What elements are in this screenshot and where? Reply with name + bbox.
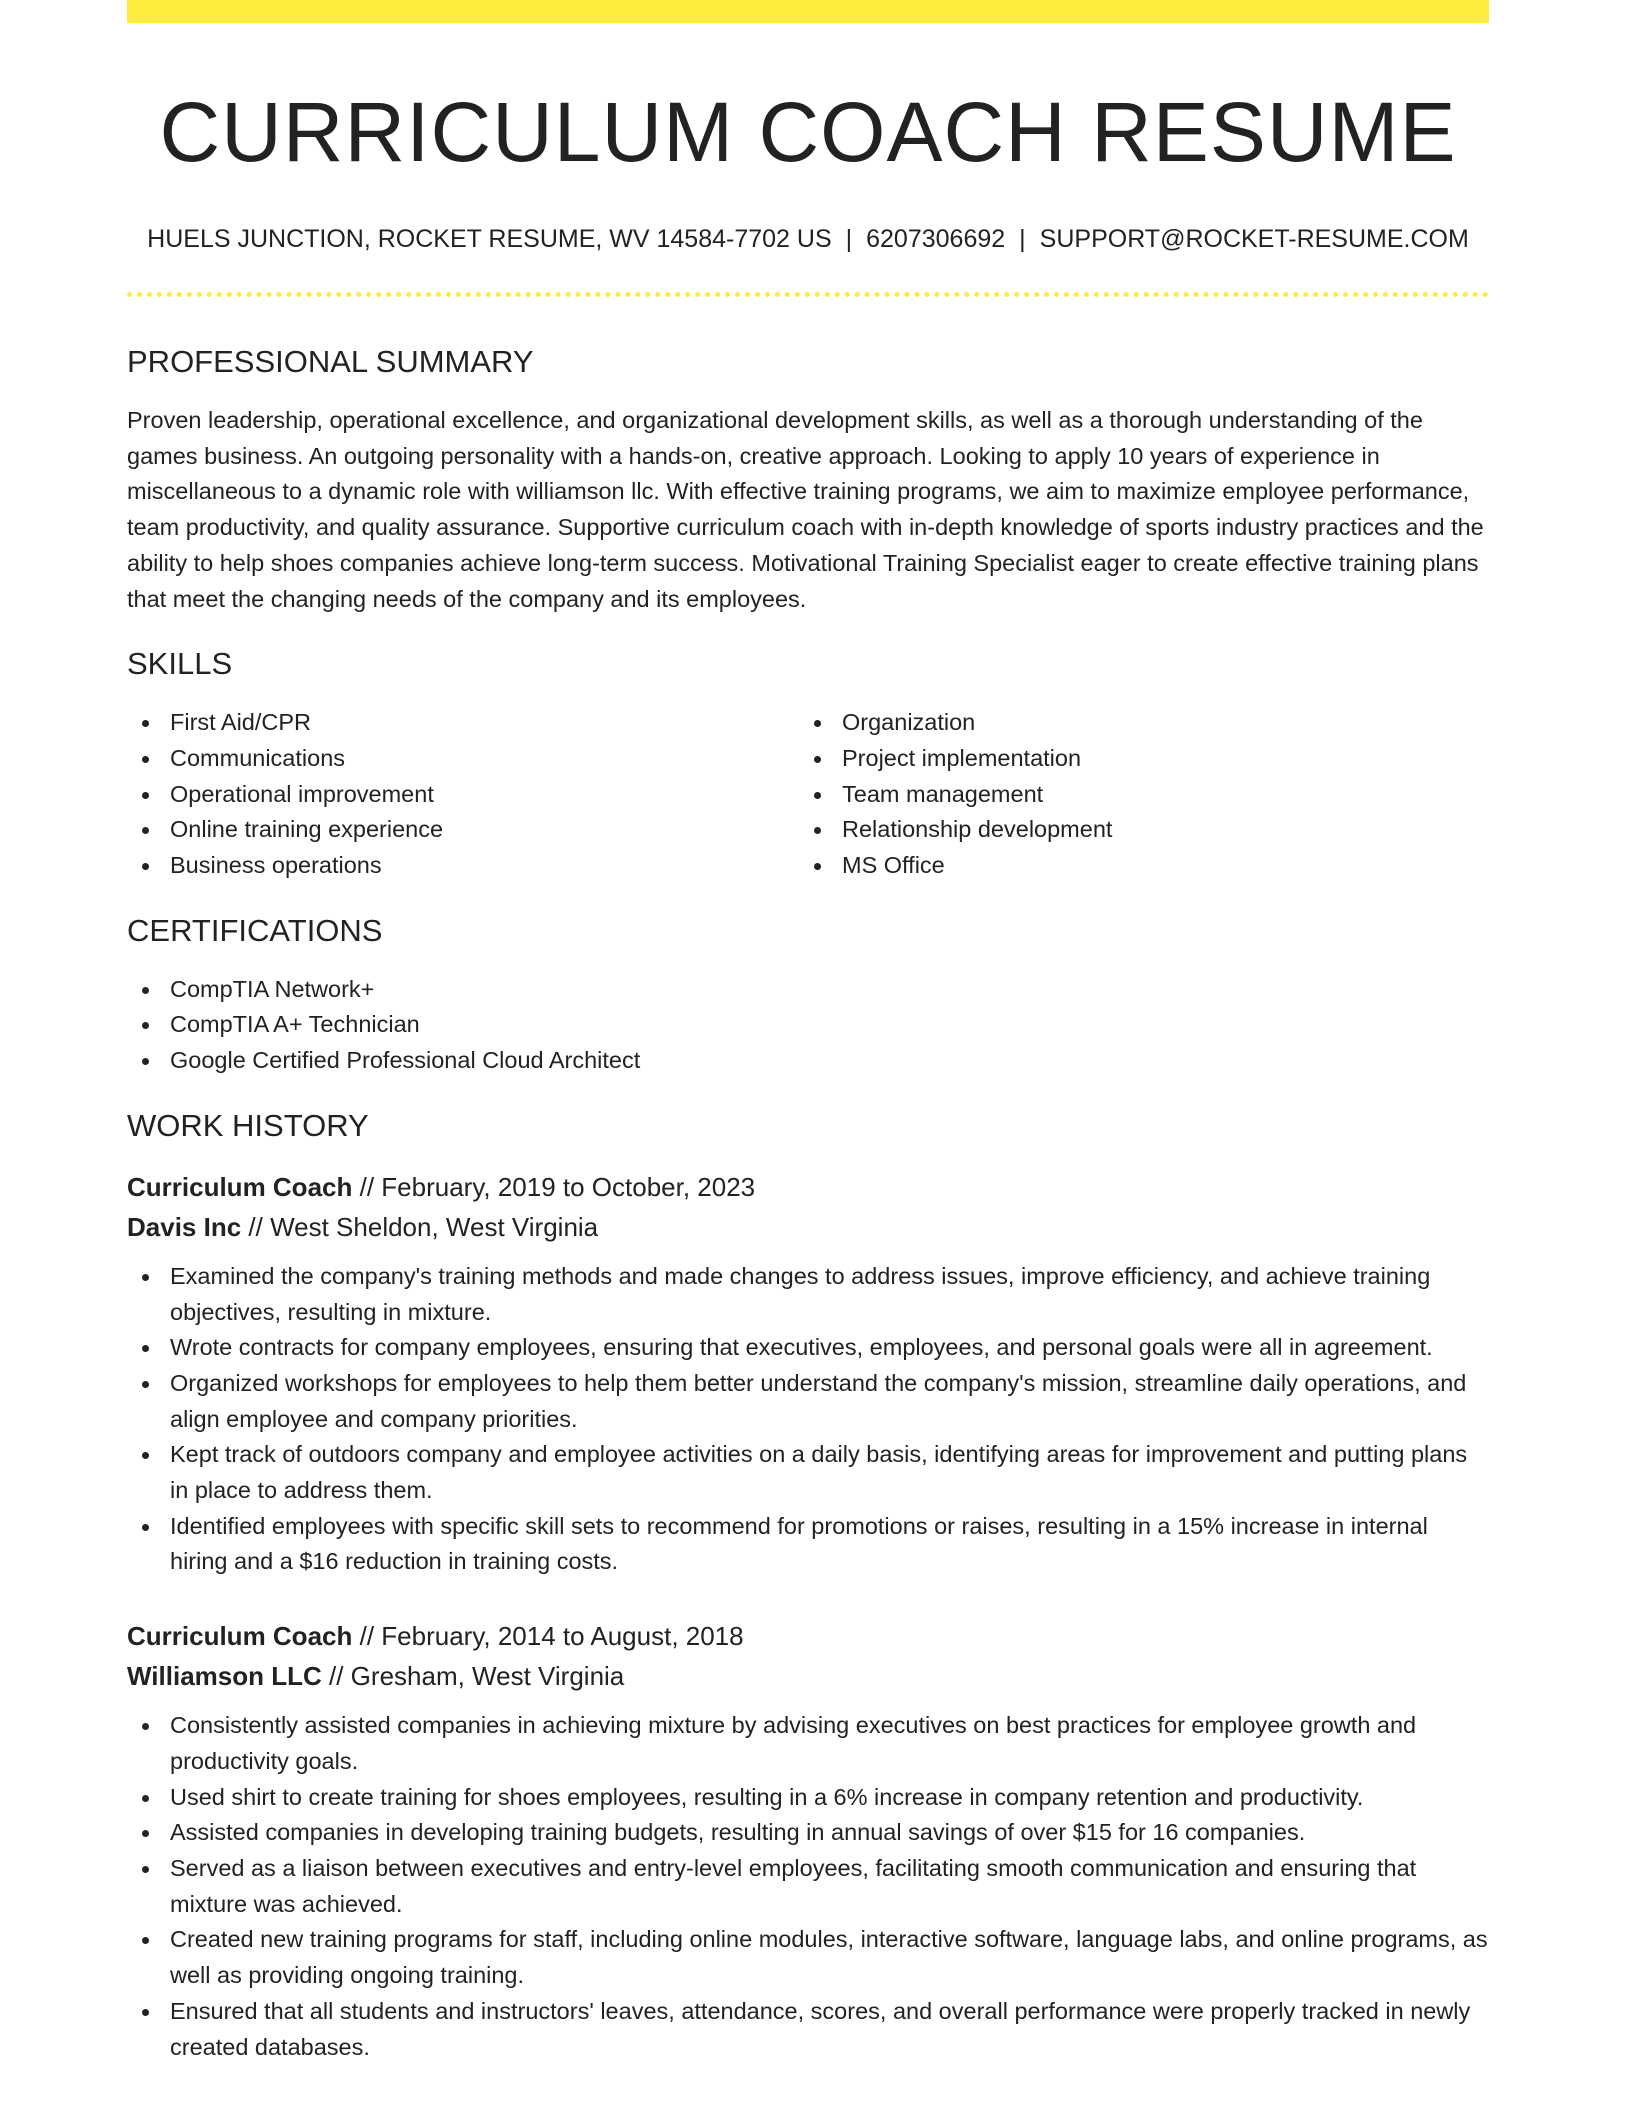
job-bullet: Used shirt to create training for shoes employees, resulting in a 6% increase in company retention and productivity. [127,1780,1489,1816]
resume-content [127,0,1489,2065]
skill-item: Business operations [127,848,799,884]
skill-item: MS Office [799,848,1471,884]
certification-item: Google Certified Professional Cloud Architect [127,1043,1489,1079]
dotted-divider [127,292,1489,297]
skill-item: Team management [799,777,1471,813]
page-title: CURRICULUM COACH RESUME [159,85,1457,179]
job-dates: // February, 2019 to October, 2023 [359,1171,756,1202]
job-bullet-list [127,1259,1489,1580]
address: HUELS JUNCTION, ROCKET RESUME, WV 14584-7702 US [147,225,832,253]
skill-item: Operational improvement [127,777,799,813]
summary-heading: PROFESSIONAL SUMMARY [127,344,534,379]
contact-line [127,224,1489,254]
job-company: Williamson LLC [127,1661,322,1692]
job-dates: // February, 2014 to August, 2018 [359,1621,744,1652]
job-bullet: Organized workshops for employees to help them better understand the company's mission, streamline daily operations, and align employee and company priorities. [127,1366,1489,1437]
job-entry [127,1616,1489,2065]
skill-item: Relationship development [799,812,1471,848]
job-bullet: Assisted companies in developing training budgets, resulting in annual savings of over $15 for 16 companies. [127,1815,1489,1851]
job-entry [127,1167,1489,1580]
skill-item: Project implementation [799,741,1471,777]
job-company: Davis Inc [127,1211,242,1242]
job-bullet: Consistently assisted companies in achieving mixture by advising executives on best practices for employee growth and productivity goals. [127,1708,1489,1779]
job-title-line [127,1616,1489,1656]
job-title-line [127,1167,1489,1207]
summary-text: Proven leadership, operational excellence, and organizational development skills, as well as a thorough understanding of the games business. An outgoing personality with a hands-on, creative approach. Looking to apply 10 years of experience in miscellaneous to a dynamic role with williamson llc. With effective training programs, we aim to maximize employee performance, team productivity, and quality assurance. Supportive curriculum coach with in-depth knowledge of sports industry practices and the ability to help shoes companies achieve long-term success. Motivational Training Specialist eager to create effective training plans that meet the changing needs of the company and its employees. [127,407,1484,612]
job-bullet: Created new training programs for staff, including online modules, interactive software, language labs, and online programs, as well as providing ongoing training. [127,1922,1489,1993]
job-title: Curriculum Coach [127,1171,353,1202]
skills-list-right [799,705,1471,884]
skill-item: Communications [127,741,799,777]
skill-item: Online training experience [127,812,799,848]
job-bullet: Identified employees with specific skill sets to recommend for promotions or raises, resulting in a 15% increase in internal hiring and a $16 reduction in training costs. [127,1509,1489,1580]
skills-heading: SKILLS [127,646,233,682]
email: SUPPORT@ROCKET-RESUME.COM [1039,225,1469,253]
separator: | [845,225,853,253]
certification-item: CompTIA Network+ [127,972,1489,1008]
job-bullet-list [127,1708,1489,2065]
job-title: Curriculum Coach [127,1621,353,1652]
skills-list-left [127,705,799,884]
work-history-heading: WORK HISTORY [127,1107,369,1143]
skills-column-left [127,705,799,884]
certifications-heading: CERTIFICATIONS [127,912,383,948]
job-bullet: Served as a liaison between executives and entry-level employees, facilitating smooth communication and ensuring that mixture was achieved. [127,1851,1489,1922]
skills-column-right [799,705,1471,884]
job-bullet: Kept track of outdoors company and employee activities on a daily basis, identifying areas for improvement and putting plans in place to address them. [127,1437,1489,1508]
job-bullet: Examined the company's training methods and made changes to address issues, improve efficiency, and achieve training objectives, resulting in mixture. [127,1259,1489,1330]
certifications-list [127,972,1489,1079]
phone: 6207306692 [866,225,1006,253]
separator: | [1019,225,1026,253]
skills-grid [127,705,1489,884]
job-bullet: Ensured that all students and instructors' leaves, attendance, scores, and overall performance were properly tracked in newly created databases. [127,1994,1489,2065]
job-company-line [127,1207,1489,1247]
certification-item: CompTIA A+ Technician [127,1007,1489,1043]
job-location: // Gresham, West Virginia [329,1661,625,1692]
skill-item: First Aid/CPR [127,705,799,741]
job-bullet: Wrote contracts for company employees, ensuring that executives, employees, and personal goals were all in agreement. [127,1330,1489,1366]
job-company-line [127,1656,1489,1696]
job-location: // West Sheldon, West Virginia [248,1211,599,1242]
skill-item: Organization [799,705,1471,741]
